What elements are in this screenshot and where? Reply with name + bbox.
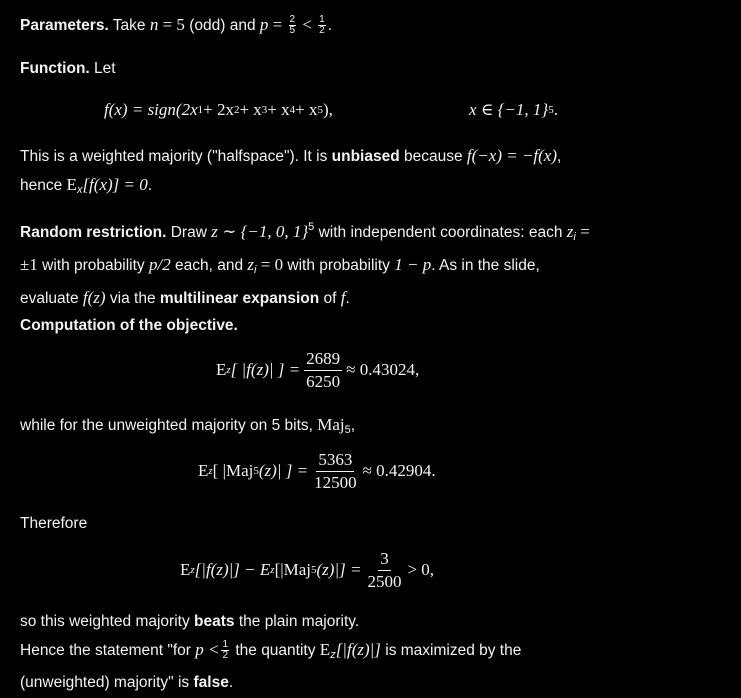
fraction-2689-6250 — [304, 349, 342, 391]
math: p < — [195, 640, 220, 659]
text: so this weighted majority — [20, 613, 195, 630]
restriction-line-3 — [20, 284, 725, 313]
math-expectation: E — [66, 175, 77, 194]
math: = 0 — [256, 255, 284, 274]
math: [f(x)] = 0 — [82, 175, 148, 194]
math-eq5: = 5 — [158, 15, 185, 34]
eq-part: + x — [295, 100, 318, 119]
math-sub: x — [76, 184, 83, 196]
math: z ∼ {−1, 0, 1} — [211, 222, 309, 241]
text: . — [327, 17, 333, 34]
eq-sub: 5 — [317, 104, 323, 116]
while-line — [20, 411, 355, 444]
math: ±1 — [20, 255, 38, 274]
unbiased-paragraph — [20, 142, 720, 204]
math-expectation: E — [180, 560, 191, 580]
math-sub: z — [190, 564, 195, 577]
math: p/2 — [148, 255, 171, 274]
bold-beats: beats — [194, 613, 235, 630]
text: with probability — [37, 257, 149, 274]
math-sub: 5 — [253, 465, 259, 478]
unbiased-line-1 — [20, 142, 720, 171]
function-line — [20, 55, 116, 83]
conclusion-line-2 — [20, 636, 725, 669]
eq-sub: 3 — [261, 104, 268, 116]
text: hence — [20, 177, 67, 194]
domain: x ∈ {−1, 1} — [469, 100, 549, 119]
eq-part: + 2x — [203, 100, 234, 119]
math: Maj — [317, 415, 345, 434]
eq-part: (z)|] = — [316, 560, 362, 580]
math-expectation: E — [198, 461, 209, 481]
text: Draw — [166, 224, 212, 241]
function-domain — [469, 96, 558, 124]
conclusion-paragraph — [20, 608, 725, 697]
conclusion-line-3 — [20, 669, 725, 697]
text: This is a weighted majority ("halfspace"). It is — [20, 148, 332, 165]
bold-unbiased: unbiased — [331, 148, 400, 165]
eq-part: ≈ 0.42904. — [362, 461, 436, 481]
frac-den: 2 — [222, 650, 229, 662]
frac-den: 12500 — [314, 472, 357, 492]
frac-den: 2500 — [367, 571, 402, 591]
text: of — [319, 290, 341, 307]
parameters-heading: Parameters. — [20, 17, 109, 34]
eq-part: ≈ 0.43024, — [346, 360, 420, 380]
eq-part: (z)| ] = — [258, 461, 309, 481]
text: Therefore — [20, 515, 88, 532]
text: evaluate — [20, 290, 83, 307]
math-n: n — [149, 15, 159, 34]
eq-sub: 4 — [289, 104, 296, 116]
frac-num: 2689 — [304, 349, 342, 371]
frac-num: 5363 — [316, 450, 354, 472]
frac-num: 1 — [222, 638, 229, 650]
equation-difference — [180, 549, 434, 591]
math-exp: 5 — [308, 221, 315, 233]
math: z — [247, 255, 255, 274]
text: because — [399, 148, 467, 165]
text: . As in the slide, — [431, 257, 540, 274]
eq-part: + x — [239, 100, 262, 119]
fraction-one-half — [221, 640, 229, 662]
text: (odd) and — [184, 17, 260, 34]
text: . — [147, 177, 153, 194]
fraction-3-2500 — [365, 549, 403, 591]
text: via the — [105, 290, 160, 307]
math-sub: z — [330, 649, 336, 661]
text: (unweighted) majority" is — [20, 674, 194, 691]
math: 1 − p — [394, 255, 432, 274]
math: [|f(z)|] — [335, 640, 381, 659]
therefore-line — [20, 510, 87, 538]
math-eq: = — [268, 15, 287, 34]
frac-den: 6250 — [306, 371, 341, 391]
equation-f — [216, 349, 419, 391]
math-expectation: E — [319, 640, 331, 659]
frac-num: 2 — [289, 13, 296, 25]
text: is maximized by the — [380, 642, 522, 659]
function-heading: Function. — [20, 60, 90, 77]
math-sub: z — [270, 564, 275, 577]
eq-part: [ |f(z)| ] = — [230, 360, 301, 380]
math: = — [575, 222, 590, 241]
frac-den: 2 — [319, 25, 325, 37]
bold-false: false — [193, 674, 229, 691]
math: f — [340, 288, 346, 307]
math: f(−x) = −f(x) — [466, 146, 558, 165]
math-p: p — [259, 15, 269, 34]
function-equation — [104, 96, 333, 124]
conclusion-line-1 — [20, 608, 725, 636]
domain-exp: 5 — [548, 104, 554, 116]
text: . — [553, 100, 558, 119]
computation-heading: Computation of the objective. — [20, 317, 238, 334]
math-sub: 5 — [344, 424, 351, 436]
eq-part: > 0, — [407, 560, 435, 580]
text: . — [345, 290, 350, 307]
frac-num: 3 — [378, 549, 391, 571]
restriction-paragraph — [20, 213, 725, 313]
eq-part: ), — [322, 100, 333, 119]
math-sub: 5 — [311, 564, 317, 577]
math-expectation: E — [216, 360, 227, 380]
eq-part: [|f(z)|] − E — [194, 560, 271, 580]
math-sub: i — [254, 264, 257, 276]
text: with independent coordinates: each — [314, 224, 567, 241]
restriction-heading: Random restriction. — [20, 224, 167, 241]
text: Take — [108, 17, 150, 34]
text: , — [350, 417, 356, 434]
text: Hence the statement "for — [20, 642, 196, 659]
frac-num: 1 — [319, 13, 325, 25]
math: z — [566, 222, 574, 241]
unbiased-line-2 — [20, 171, 720, 204]
text: the plain majority. — [234, 613, 360, 630]
fraction-one-half — [318, 15, 326, 37]
text: , — [557, 148, 562, 165]
eq-part: [ |Maj — [212, 461, 254, 481]
text: while for the unweighted majority on 5 bits, — [20, 417, 318, 434]
math-sub: i — [573, 231, 576, 243]
restriction-line-1 — [20, 213, 725, 251]
text: each, and — [170, 257, 248, 274]
math-lt: < — [298, 15, 317, 34]
math-sub: z — [226, 364, 231, 377]
fraction-5363-12500 — [312, 450, 359, 492]
fraction-two-fifths — [289, 15, 297, 37]
restriction-line-2 — [20, 251, 725, 284]
eq-part: f(x) = sign(2x — [104, 100, 198, 119]
eq-sub: 1 — [197, 104, 204, 116]
equation-maj — [198, 450, 436, 492]
eq-part: [|Maj — [274, 560, 312, 580]
bold-multilinear: multilinear expansion — [159, 290, 320, 307]
computation-heading-line — [20, 312, 238, 340]
parameters-line — [20, 11, 332, 40]
math: f(z) — [82, 288, 106, 307]
text: . — [228, 674, 234, 691]
eq-part: + x — [267, 100, 290, 119]
math-sub: z — [208, 465, 213, 478]
frac-den: 5 — [289, 25, 296, 37]
text: Let — [89, 60, 116, 77]
text: the quantity — [231, 642, 320, 659]
eq-sub: 2 — [233, 104, 240, 116]
text: with probability — [283, 257, 395, 274]
